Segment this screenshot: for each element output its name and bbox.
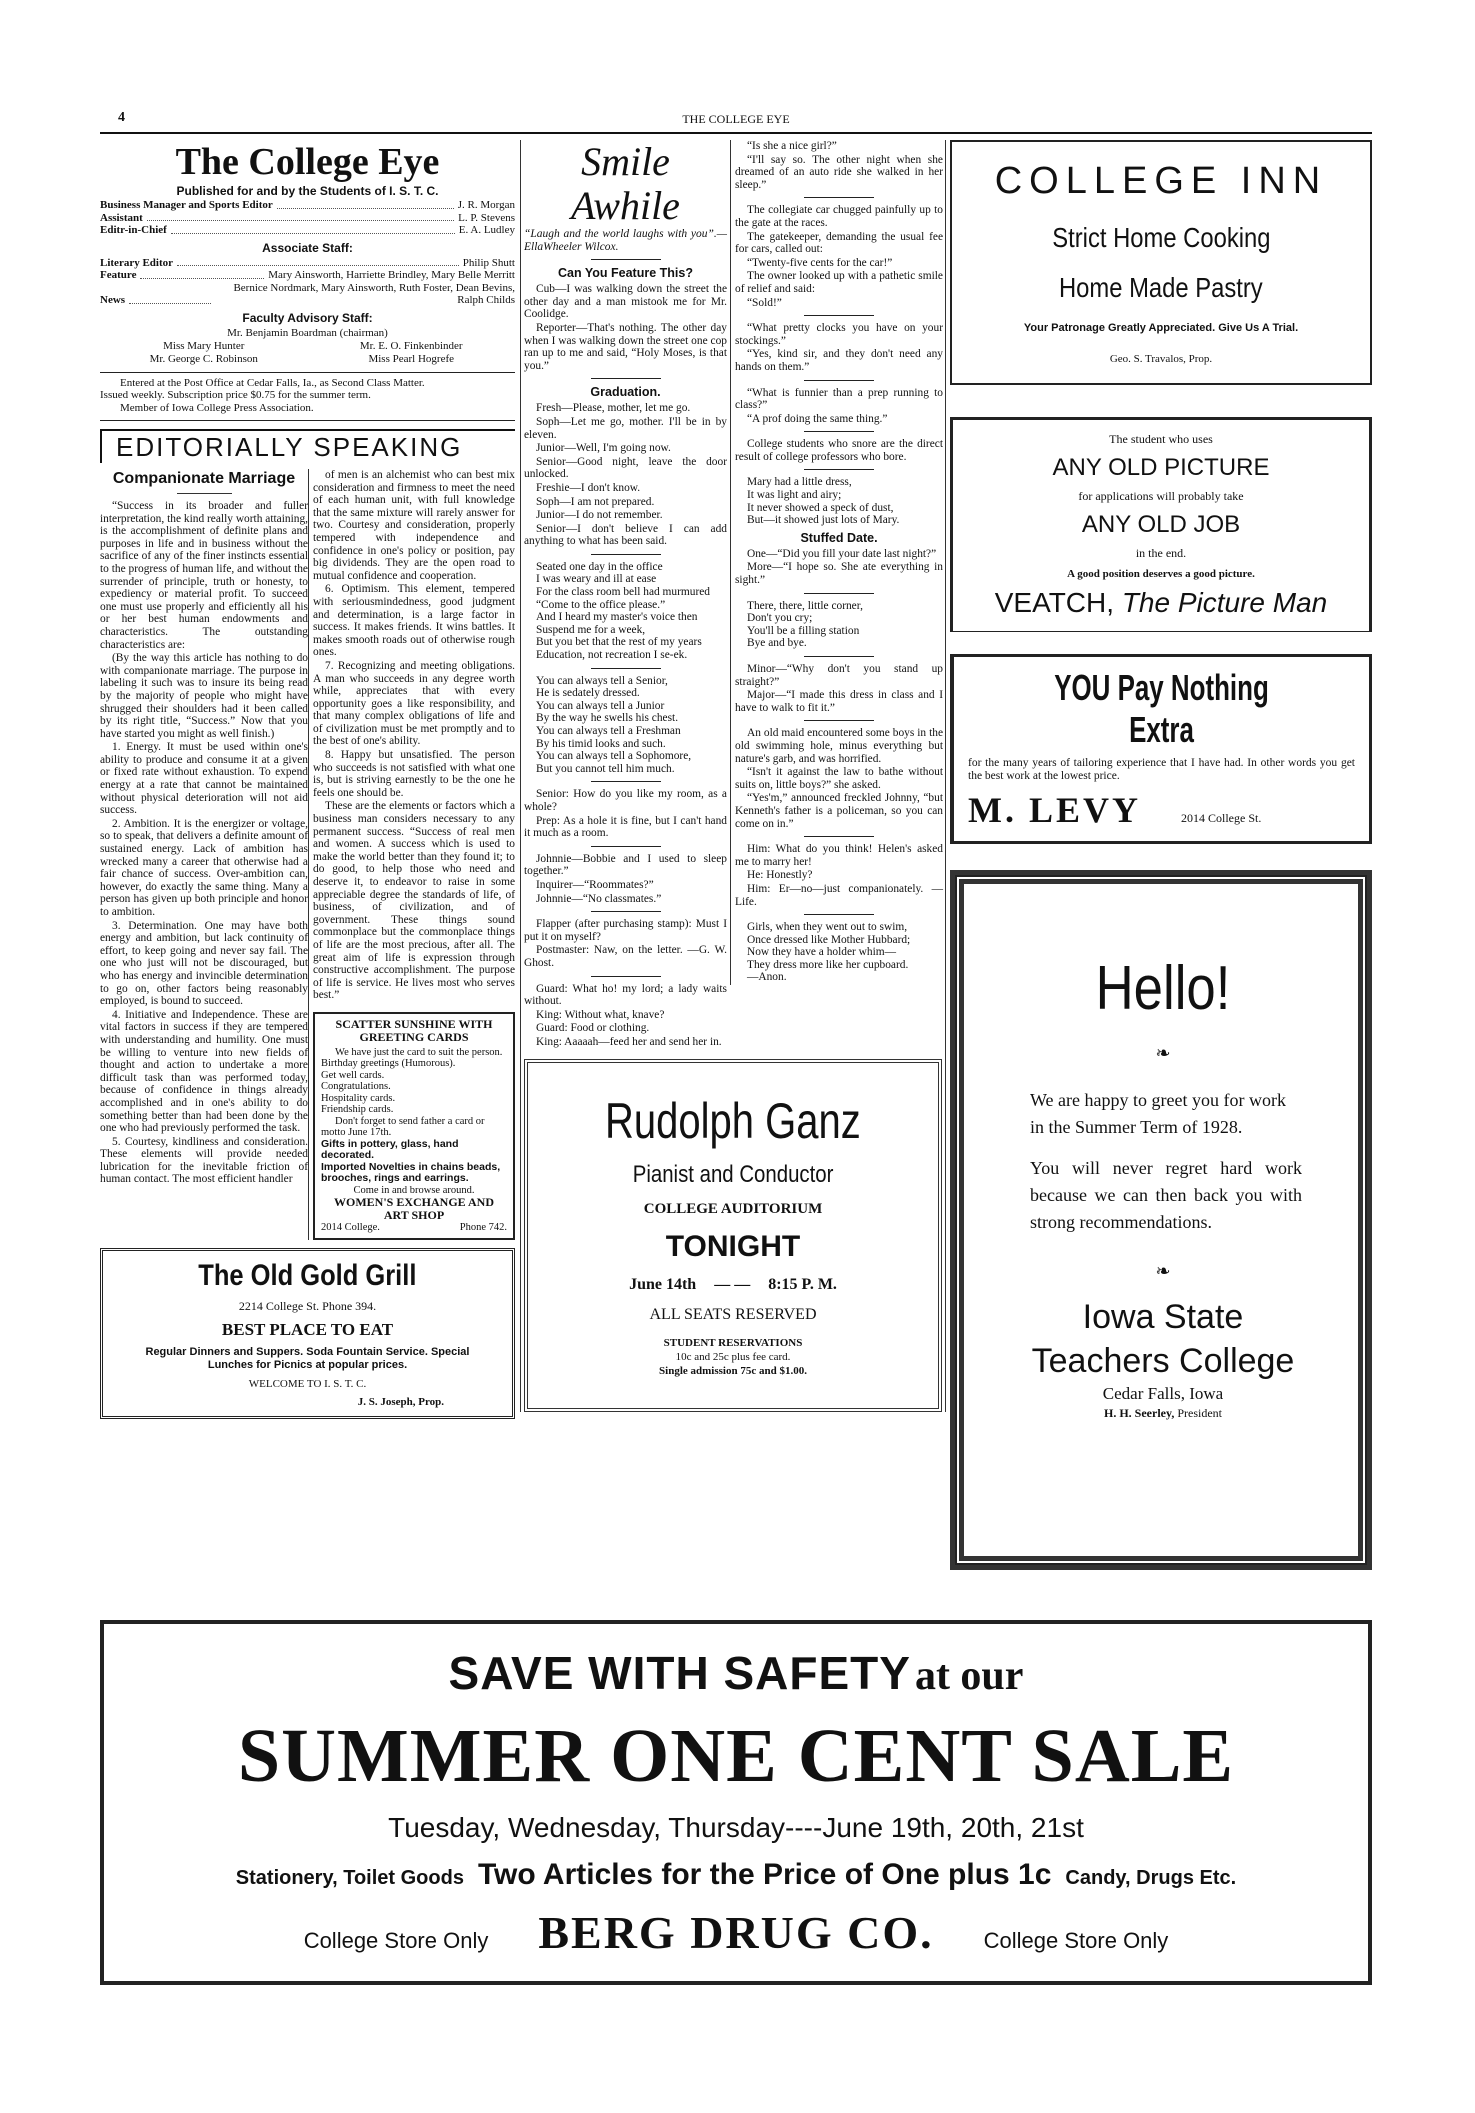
cards-line: Congratulations. (321, 1081, 391, 1093)
grill-name: The Old Gold Grill (198, 1258, 417, 1292)
shop-address: 2014 College. (321, 1222, 380, 1234)
staff-name: Philip Shutt (462, 256, 515, 269)
staff-role: Feature (100, 269, 137, 281)
joke-line: Him: Er—no—just companionately. —Life. (735, 882, 943, 908)
college-inn-ad (950, 140, 1372, 385)
article-paragraph: 6. Optimism. This element, tempered with seriousmindedness, good judgment and determination, is a large factor in success. It makes friends. It wins battles. It makes smooth roads out of otherwise rough ones. (313, 583, 515, 659)
article-paragraph: (By the way this article has nothing to do with companionate marriage. The purpose in labeling it such was to insure its being read by the majority of people who might have shrugged their shoulders had it been called by its right title, “Success.” Now that you have started you might as well finish.) (100, 652, 308, 740)
joke-heading: Graduation. (590, 385, 661, 400)
joke-verse: Girls, when they went out to swim, Once dressed like Mother Hubbard; Now they have a holder whim— They dress more like her cupboard. —Anon. (747, 921, 911, 984)
ornament-icon: ❧ (1155, 1043, 1171, 1063)
divider (804, 197, 874, 198)
joke-line: Postmaster: Naw, on the letter. —G. W. Ghost. (524, 944, 727, 969)
running-head: THE COLLEGE EYE (682, 112, 790, 126)
divider (804, 593, 874, 594)
joke-line: Soph—Let me go, mother. I'll be in by eleven. (524, 415, 727, 441)
store-note-right: College Store Only (983, 1928, 1169, 1953)
divider (804, 914, 874, 915)
humor-column-1 (524, 266, 727, 1048)
entry-line: Member of Iowa College Press Association. (120, 401, 314, 414)
staff-role: News (100, 294, 126, 306)
joke-line: Senior: How do you like my room, as a whole? (524, 788, 727, 813)
store-name: BERG DRUG CO. (538, 1907, 934, 1958)
masthead-title: The College Eye (175, 141, 440, 183)
joke-line: The collegiate car chugged painfully up to the gate at the races. (735, 204, 943, 229)
divider (591, 846, 661, 847)
inn-line2: Home Made Pastry (1059, 271, 1263, 303)
hello-greeting: Hello! (1095, 954, 1231, 1023)
grill-slogan: BEST PLACE TO EAT (221, 1319, 394, 1339)
hello-p1: We are happy to greet you for work in the Summer Term of 1928. (1030, 1090, 1286, 1137)
joke-line: Major—“I made this dress in class and I have to walk to fit it.” (735, 689, 943, 714)
joke-line: Inquirer—“Roommates?” (536, 878, 654, 891)
staff-row (100, 224, 515, 237)
section-heading: EDITORIALLY SPEAKING (100, 429, 515, 463)
staff-role: Literary Editor (100, 256, 174, 269)
joke-heading: Stuffed Date. (800, 530, 878, 545)
cards-line: Get well cards. (321, 1069, 385, 1081)
faculty-chair: Mr. Benjamin Boardman (chairman) (227, 326, 388, 339)
school-city: Cedar Falls, Iowa (1102, 1384, 1224, 1403)
faculty-member: Mr. George C. Robinson (149, 352, 258, 365)
venue: COLLEGE AUDITORIUM (643, 1201, 823, 1218)
page-number: 4 (118, 110, 125, 125)
article-paragraph: 8. Happy but unsatisfied. The person who succeeds is not satisfied with what one is, but is striving earnestly to be the one he feels one should be. (313, 749, 515, 799)
joke-line: Guard: What ho! my lord; a lady waits without. (524, 982, 727, 1008)
article-paragraph: These are the elements or factors which a business man considers necessary to any permanent success. “Success of real men and women. A success which is used to make the world better than they found it; to do good, to help those who need and deserve it, to endeavor to raise in some appreciable degree the standards of life, of business, of civilization, and of government. These things sound commonplace but the commonplace things of life are the most precious, after all. The great aim of life is expression through constructive accomplishment. The purpose of life is service. He lives most who serves best.” (313, 800, 515, 1002)
greeting-cards-ad (313, 1012, 515, 1240)
staff-list (100, 199, 515, 237)
joke-line: “I'll say so. The other night when she dreamed of an auto ride she walked in her sleep.” (735, 153, 943, 191)
sale-left: Stationery, Toilet Goods (235, 1867, 464, 1889)
article-paragraph: 3. Determination. One may have both energy and ambition, but lack continuity of effort, to keep going and never say fail. The one who just will not be discouraged, but who has energy and invincible determination to go on, other factors being reasonably employed, is bound to succeed. (100, 919, 308, 1008)
president-name: H. H. Seerley, (1104, 1406, 1175, 1420)
joke-line: One—“Did you fill your date last night?” (747, 547, 937, 560)
divider (804, 836, 874, 837)
joke-line: “Yes, kind sir, and they don't need any hands on them.” (735, 348, 943, 373)
faculty-heading: Faculty Advisory Staff: (242, 310, 373, 325)
page-header (100, 108, 1372, 134)
joke-line: Freshie—I don't know. (536, 481, 641, 494)
joke-line: Him: What do you think! Helen's asked me to marry her! (735, 843, 943, 868)
joke-line: Soph—I am not prepared. (536, 495, 655, 508)
cards-line: Friendship cards. (321, 1104, 394, 1116)
cards-bold-line: Imported Novelties in chains beads, brooches, rings and earrings. (321, 1160, 501, 1185)
divider (804, 380, 874, 381)
article-title: Companionate Marriage (112, 470, 296, 487)
levy-name: M. LEVY (968, 790, 1141, 830)
cards-line: Don't forget to send father a card or motto June 17th. (321, 1115, 485, 1139)
faculty-member: Miss Mary Hunter (163, 339, 245, 352)
joke-line: “Sold!” (747, 296, 782, 309)
reservations-heading: STUDENT RESERVATIONS (663, 1337, 803, 1350)
inn-line1: Strict Home Cooking (1051, 221, 1271, 253)
joke-verse: You can always tell a Senior, He is sedately dressed. You can always tell a Junior By the way he swells his chest. You can always tell a Freshman By his timid looks and such. You can always tell a Sophomore, But you cannot tell him much. (536, 674, 692, 775)
divider (591, 781, 661, 782)
joke-line: Junior—I do not remember. (536, 509, 663, 522)
staff-row (100, 212, 515, 225)
concert-date: June 14th (629, 1276, 697, 1294)
levy-body: for the many years of tailoring experience that I have had. In other words you get the best work at the lowest price. (968, 757, 1355, 782)
staff-name: L. P. Stevens (458, 211, 515, 224)
fee: 10c and 25c plus fee card. (675, 1351, 791, 1364)
staff-row (100, 257, 515, 270)
article-paragraph: 1. Energy. It must be used within one's ability to produce and consume it at a given or fixed rate without exhaustion. To expend energy at a rate that cannot be maintained without physical deterioration will not aid success. (100, 741, 308, 817)
divider (804, 469, 874, 470)
veatch-intro: The student who uses (1109, 432, 1213, 446)
associate-list (100, 257, 515, 307)
joke-line: An old maid encountered some boys in the old swimming hole, minus everything but nature's garb, and was horrified. (735, 727, 943, 765)
veatch-l1: ANY OLD PICTURE (1052, 454, 1270, 481)
staff-name: Mary Ainsworth, Harriette Brindley, Mary Belle Merritt (268, 269, 515, 281)
joke-verse: Mary had a little dress, It was light and airy; It never showed a speck of dust, But—it showed just lots of Mary. (747, 476, 900, 527)
veatch-l4: in the end. (1135, 546, 1187, 560)
masthead (100, 140, 515, 421)
joke-line: Guard: Food or clothing. (536, 1022, 650, 1035)
joke-line: Fresh—Please, mother, let me go. (536, 402, 691, 415)
veatch-ad (950, 417, 1372, 632)
humor-title: Smile Awhile (571, 139, 680, 228)
veatch-tag: The Picture Man (1121, 587, 1328, 618)
joke-line: Minor—“Why don't you stand up straight?” (735, 663, 943, 688)
joke-heading: Can You Feature This? (558, 266, 693, 281)
inn-proprietor: Geo. S. Travalos, Prop. (1109, 352, 1213, 365)
joke-line: “A prof doing the same thing.” (747, 412, 888, 425)
performer-name: Rudolph Ganz (605, 1093, 861, 1150)
article-paragraph: of men is an alchemist who can best mix consideration and firmness to meet the need of each human unit, with full knowledge that the same mixture will rarely answer for two. Courtesy and consideration, properly tempered with independence and confidence in one's policy or position, pay big dividends. They are the open road to mutual confidence and cooperation. (313, 469, 515, 582)
president-title: President (1177, 1406, 1222, 1420)
joke-verse: There, there, little corner, Don't you cry; You'll be a filling station Bye and bye. (747, 599, 863, 650)
joke-line: “Isn't it against the law to bathe without suits on, little boys?” she asked. (735, 766, 943, 791)
staff-row (100, 269, 515, 282)
staff-row (100, 199, 515, 212)
inn-tagline: Your Patronage Greatly Appreciated. Give Us A Trial. (1023, 322, 1299, 335)
store-note-left: College Store Only (303, 1928, 489, 1953)
article-column-2 (313, 469, 515, 1002)
veatch-l2: for applications will probably take (1078, 489, 1244, 503)
hello-p2: You will never regret hard work because we can then back you with strong recommendations. (1030, 1158, 1302, 1232)
staff-role: Business Manager and Sports Editor (100, 199, 273, 211)
entry-line: Entered at the Post Office at Cedar Falls, Ia., as Second Class Matter. (120, 376, 425, 389)
staff-name: J. R. Morgan (457, 199, 515, 211)
joke-line: Johnnie—“No classmates.” (536, 892, 662, 905)
article-paragraph: 5. Courtesy, kindliness and consideration. These elements will provide needed lubrication for the inevitable friction of human contact. The most efficient handler (100, 1135, 308, 1186)
joke-line: “What pretty clocks you have on your stockings.” (735, 322, 943, 347)
performer-role: Pianist and Conductor (632, 1161, 834, 1189)
grill-details: Regular Dinners and Suppers. Soda Fountain Service. Special Lunches for Picnics at popular prices. (145, 1345, 470, 1371)
entry-line: Issued weekly. Subscription price $0.75 for the summer term. (100, 389, 371, 401)
cards-invite: Come in and browse around. (353, 1184, 475, 1196)
joke-line: Junior—Well, I'm going now. (536, 442, 671, 455)
article-paragraph: 7. Recognizing and meeting obligations. A man who succeeds in any degree worth while, appreciates that with every opportunity goes a like responsibility, and that many complex obligations of life and of civilization must be met promptly and to the best of one's ability. (313, 659, 515, 748)
cards-line: Hospitality cards. (321, 1092, 396, 1104)
humor-column-2 (735, 140, 943, 984)
joke-line: Flapper (after purchasing stamp): Must I put it on myself? (524, 918, 727, 943)
staff-name: Bernice Nordmark, Mary Ainsworth, Ruth Foster, Dean Bevins, Ralph Childs (233, 281, 515, 306)
joke-line: He: Honestly? (747, 869, 813, 882)
joke-line: The owner looked up with a pathetic smile of relief and said: (735, 270, 943, 295)
article-paragraph: “Success in its broader and fuller interpretation, the kind really worth attaining, is the accomplishment of definite plans and purposes in life and in business without the sacrifice of any of the finer instincts essential to the progress of human life, and without the surrender of principle, truth or honesty, to expediency or material profit. To succeed one must use properly and efficiently all his or her best human endowments and characteristics. The outstanding characteristics are: (100, 500, 308, 651)
seats-note: ALL SEATS RESERVED (649, 1306, 817, 1324)
divider (591, 976, 661, 977)
joke-line: “Yes'm,” announced freckled Johnny, “but Kenneth's father is a policeman, so you can come on in.” (735, 792, 943, 830)
veatch-l5: A good position deserves a good picture. (1067, 568, 1255, 580)
joke-line: Cub—I was walking down the street the other day and a man mistook me for Mr. Coolidge. (524, 283, 727, 321)
article-paragraph: 2. Ambition. It is the energizer or voltage, so to speak, that delivers a definite amount of sustained energy. Lack of ambition has wrecked many a career that otherwise had a fair chance of success. Over-ambition can, however, do exactly the same thing. Many a person has given up both principle and honor to ambition. (100, 817, 308, 918)
admission: Single admission 75c and $1.00. (659, 1365, 807, 1378)
divider (804, 656, 874, 657)
cards-line: Birthday greetings (Humorous). (321, 1058, 456, 1070)
joke-line: Johnnie—Bobbie and I used to sleep together.” (524, 852, 727, 878)
divider (804, 315, 874, 316)
grill-proprietor: J. S. Joseph, Prop. (357, 1395, 444, 1408)
joke-line: “What is funnier than a prep running to class?” (735, 386, 943, 412)
faculty-member: Mr. E. O. Finkenbinder (359, 339, 463, 352)
divider (804, 720, 874, 721)
staff-role: Editr-in-Chief (100, 224, 167, 236)
joke-line: More—“I hope so. She ate everything in sight.” (735, 561, 943, 587)
grill-welcome: WELCOME TO I. S. T. C. (248, 1377, 367, 1390)
concert-time: 8:15 P. M. (768, 1276, 837, 1294)
sale-slogan: SAVE WITH SAFETY (448, 1647, 911, 1699)
levy-headline: YOU Pay Nothing Extra (1054, 667, 1269, 750)
faculty-member: Miss Pearl Hogrefe (368, 352, 455, 365)
joke-line: “Is she a nice girl?” (747, 140, 837, 152)
sale-name: SUMMER ONE CENT SALE (237, 1714, 1235, 1798)
grill-address: 2214 College St. Phone 394. (238, 1298, 377, 1313)
divider (591, 668, 661, 669)
hello-ad (950, 870, 1372, 1570)
joke-line: King: Without what, knave? (536, 1008, 665, 1021)
school-name: Iowa State Teachers College (1031, 1298, 1295, 1380)
humor-quote: “Laugh and the world laughs with you”.—EllaWheeler Wilcox. (524, 228, 727, 253)
levy-tailor-ad (950, 654, 1372, 844)
joke-line: King: Aaaaah—feed her and send her in. (536, 1035, 722, 1048)
ganz-concert-ad (524, 1059, 942, 1412)
article-column-1 (100, 500, 308, 1186)
grill-ad (100, 1248, 515, 1419)
levy-address: 2014 College St. (1181, 811, 1262, 825)
divider (591, 911, 661, 912)
divider (591, 378, 661, 379)
divider (804, 431, 874, 432)
shop-name: WOMEN'S EXCHANGE AND ART SHOP (333, 1195, 494, 1223)
joke-line: Prep: As a hole it is fine, but I can't hand it much as a room. (524, 814, 727, 840)
dash: — — (714, 1276, 751, 1294)
joke-line: College students who snore are the direct result of college professors who bore. (735, 438, 943, 463)
inn-name: COLLEGE INN (994, 160, 1328, 203)
sale-offer: Two Articles for the Price of One plus 1c (477, 1858, 1052, 1891)
sale-slogan-tail: at our (914, 1653, 1024, 1699)
veatch-l3: ANY OLD JOB (1081, 511, 1241, 538)
sale-dates: Tuesday, Wednesday, Thursday----June 19th, 20th, 21st (388, 1812, 1084, 1843)
when: TONIGHT (665, 1230, 801, 1264)
joke-line: Senior—Good night, leave the door unlocked. (524, 455, 727, 481)
joke-line: Reporter—That's nothing. The other day when I was walking down the street one cop ran up to me and said, “Holy Moses, is that you.” (524, 321, 727, 372)
cards-heading: SCATTER SUNSHINE WITH GREETING CARDS (335, 1016, 493, 1044)
divider (591, 554, 661, 555)
joke-line: “Twenty-five cents for the car!” (747, 256, 893, 269)
associate-heading: Associate Staff: (262, 240, 353, 255)
ornament-icon: ❧ (1155, 1261, 1171, 1281)
staff-name: E. A. Ludley (458, 224, 515, 236)
article-paragraph: 4. Initiative and Independence. These are vital factors in success if they are tempered with understanding and humility. One must be willing to venture into new fields of thought and action to undertake a more difficult task than was performed today, because of confidence in things already accomplished and in one's ability to do something better than had been done by the one who had previously performed the task. (100, 1008, 308, 1135)
shop-phone: Phone 742. (459, 1222, 507, 1234)
cards-bold-line: Gifts in pottery, glass, hand decorated. (321, 1137, 459, 1162)
berg-drug-sale-ad (100, 1620, 1372, 1985)
sale-right: Candy, Drugs Etc. (1065, 1867, 1237, 1889)
joke-line: The gatekeeper, demanding the usual fee for cars, called out: (735, 230, 943, 256)
joke-line: Senior—I don't believe I can add anything to what has been said. (524, 522, 727, 548)
joke-verse: Seated one day in the office I was weary and ill at ease For the class room bell had murmured “Come to the office please.” And I heard my master's voice then Suspend me for a week, But you bet that the rest of my years Education, not recreation I se-ek. (536, 560, 710, 662)
staff-role: Assistant (100, 211, 143, 224)
veatch-name: VEATCH, (994, 587, 1115, 618)
staff-row (100, 282, 515, 307)
cards-line: We have just the card to suit the person. (335, 1046, 503, 1058)
masthead-subtitle: Published for and by the Students of I. S. T. C. (176, 184, 439, 198)
